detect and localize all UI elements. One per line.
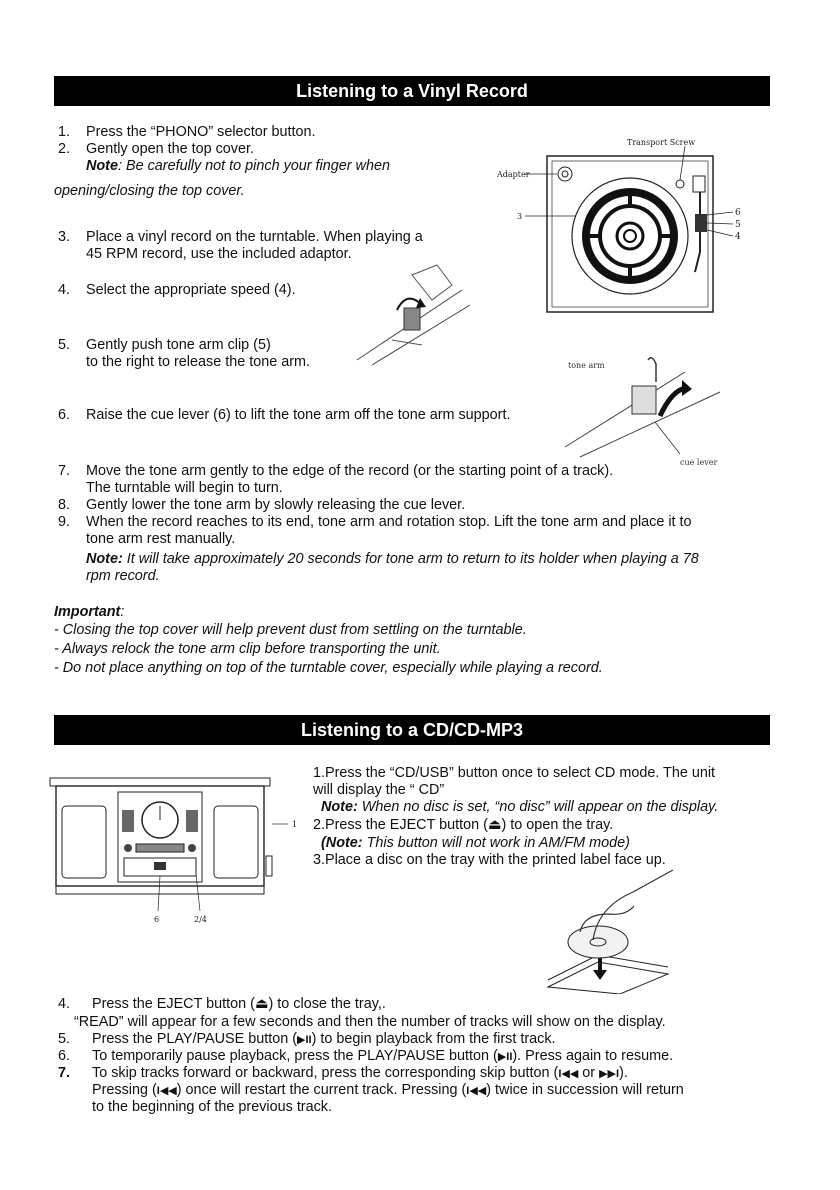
disc-tray-diagram: [538, 862, 678, 994]
play-pause-icon: ▶II: [497, 1051, 513, 1063]
cd-disc: [568, 926, 628, 958]
vinyl-step-2: 2. Gently open the top cover.: [58, 141, 255, 157]
vinyl-section-title: Listening to a Vinyl Record: [54, 76, 770, 106]
right-speaker: [214, 806, 258, 878]
label-tone-arm: tone arm: [568, 361, 605, 370]
cue-lever-diagram: [560, 352, 730, 472]
tone-arm-base: [693, 176, 705, 192]
vinyl-step-9-cont: tone arm rest manually.: [86, 531, 236, 547]
player-front-diagram: [48, 776, 310, 928]
transport-screw-icon: [676, 180, 684, 188]
left-button-column: [122, 810, 134, 832]
vinyl-step-7: 7. Move the tone arm gently to the edge of the record (or the starting point of a track).: [58, 463, 614, 479]
vinyl-step-7-cont: The turntable will begin to turn.: [86, 480, 283, 496]
label-2-4: 2/4: [194, 915, 207, 924]
vinyl-step-5: 5. Gently push tone arm clip (5): [58, 337, 271, 353]
vinyl-note-1: Note: Be carefully not to pinch your finger when: [86, 158, 390, 174]
player-top-lid: [50, 778, 270, 786]
skip-back-icon: I◀◀: [558, 1068, 579, 1080]
label-6: 6: [154, 915, 160, 924]
important-item-3: - Do not place anything on top of the turntable cover, especially while playing a record.: [54, 660, 603, 676]
cd-note-1: Note: When no disc is set, “no disc” will appear on the display.: [321, 799, 719, 815]
important-item-2: - Always relock the tone arm clip before transporting the unit.: [54, 641, 441, 657]
cd-step-4: 4. Press the EJECT button (⏏) to close the tray,.: [58, 996, 386, 1012]
cd-step-3: 3.Place a disc on the tray with the printed label face up.: [313, 852, 666, 868]
adapter-icon: [558, 167, 572, 181]
important-heading: Important:: [54, 604, 125, 620]
label-cue-lever: cue lever: [680, 458, 718, 467]
label-6: 6: [735, 208, 741, 218]
tone-arm-clip-diagram: [352, 260, 472, 370]
cd-step-7: 7. To skip tracks forward or backward, press the corresponding skip button (I◀◀ or ▶▶I).: [58, 1065, 628, 1081]
eject-icon: ⏏: [487, 817, 502, 833]
cd-step-7-cont: to the beginning of the previous track.: [92, 1099, 332, 1115]
vinyl-note-2-cont: rpm record.: [86, 568, 160, 584]
label-transport-screw: Transport Screw: [627, 138, 696, 147]
play-pause-icon: ▶II: [297, 1034, 312, 1046]
eject-icon: ⏏: [254, 996, 269, 1012]
left-speaker: [62, 806, 106, 878]
vinyl-step-5-cont: to the right to release the tone arm.: [86, 354, 310, 370]
vinyl-step-6: 6. Raise the cue lever (6) to lift the tone arm off the tone arm support.: [58, 407, 511, 423]
cd-note-2: (Note: This button will not work in AM/FM mode): [321, 835, 630, 851]
player-body: [56, 786, 264, 886]
label-adapter: Adapter: [497, 170, 530, 179]
cd-step-7-detail: Pressing (I◀◀) once will restart the current track. Pressing (I◀◀) twice in succession will return: [92, 1082, 684, 1098]
cd-section-title: Listening to a CD/CD-MP3: [54, 715, 770, 745]
vinyl-step-3-cont: 45 RPM record, use the included adaptor.: [86, 246, 352, 262]
label-1: 1: [292, 820, 298, 829]
vinyl-step-1: 1. Press the “PHONO” selector button.: [58, 124, 316, 140]
skip-forward-icon: ▶▶I: [599, 1068, 620, 1080]
vinyl-step-4: 4. Select the appropriate speed (4).: [58, 282, 296, 298]
cd-tray-open: [548, 962, 668, 994]
display-window: [136, 844, 184, 852]
vinyl-note-2: Note: It will take approximately 20 seconds for tone arm to return to its holder when playing a 78: [86, 551, 699, 567]
cd-step-6: 6. To temporarily pause playback, press the PLAY/PAUSE button (▶II). Press again to resume.: [58, 1048, 674, 1064]
vinyl-step-8: 8. Gently lower the tone arm by slowly releasing the cue lever.: [58, 497, 466, 513]
cd-step-1: 1.Press the “CD/USB” button once to select CD mode. The unit: [313, 765, 716, 781]
label-3: 3: [517, 212, 523, 221]
turntable-diagram: [495, 132, 755, 317]
vinyl-step-3: 3. Place a vinyl record on the turntable. When playing a: [58, 229, 423, 245]
label-4: 4: [735, 232, 741, 242]
tone-arm-controls: [695, 214, 707, 232]
right-button-column: [186, 810, 198, 832]
cd-step-1-cont: will display the “ CD”: [313, 782, 445, 798]
vinyl-step-9: 9. When the record reaches to its end, tone arm and rotation stop. Lift the tone arm and place it to: [58, 514, 692, 530]
important-item-1: - Closing the top cover will help prevent dust from settling on the turntable.: [54, 622, 527, 638]
cd-step-4-cont: “READ” will appear for a few seconds and then the number of tracks will show on the display.: [74, 1014, 666, 1030]
cd-step-2: 2.Press the EJECT button (⏏) to open the tray.: [313, 817, 614, 833]
label-5: 5: [735, 220, 741, 230]
vinyl-note-1-cont: opening/closing the top cover.: [54, 183, 245, 199]
skip-back-icon: I◀◀: [156, 1085, 177, 1097]
cd-step-5: 5. Press the PLAY/PAUSE button (▶II) to begin playback from the first track.: [58, 1031, 556, 1047]
skip-back-icon: I◀◀: [466, 1085, 487, 1097]
